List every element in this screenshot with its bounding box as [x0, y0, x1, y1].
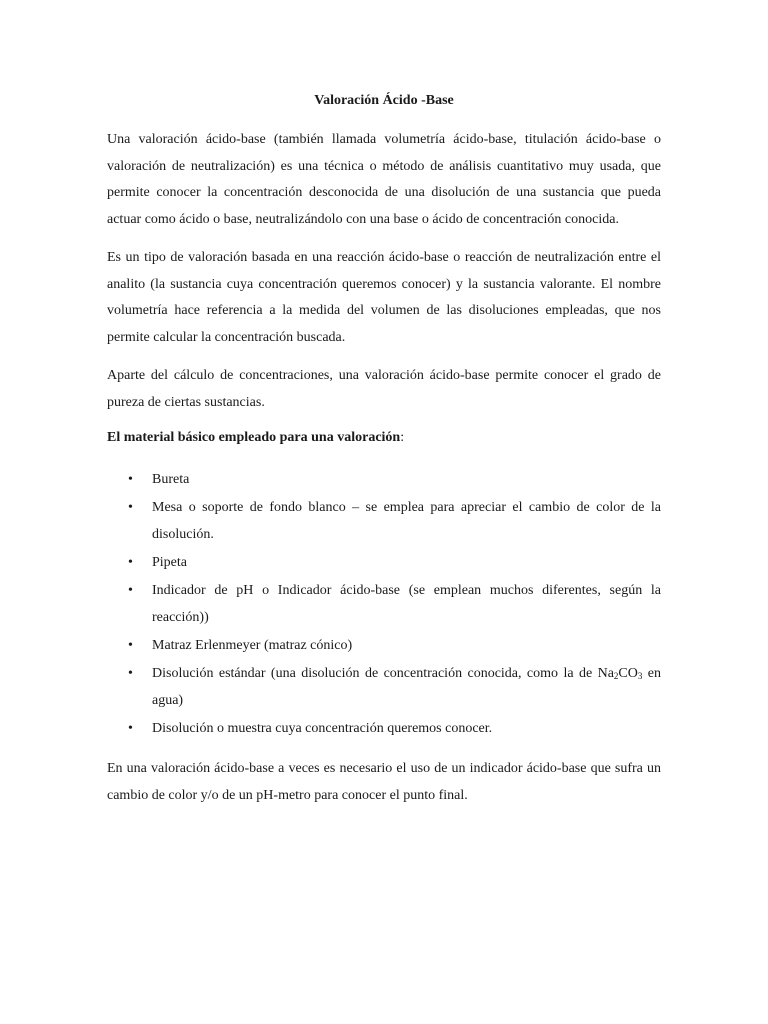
- list-item: [107, 466, 661, 493]
- formula-subscript-2: 2: [613, 671, 619, 681]
- material-list: [107, 466, 661, 742]
- list-item-text: Mesa o soporte de fondo blanco – se emplea para apreciar el cambio de color de la disolución.: [152, 500, 661, 542]
- list-item: [107, 494, 661, 548]
- material-heading-text: El material básico empleado para una valoración: [107, 430, 401, 445]
- formula-subscript-3: 3: [637, 671, 643, 681]
- list-item-text: Disolución o muestra cuya concentración queremos conocer.: [152, 721, 493, 736]
- list-item-text: [152, 666, 661, 708]
- list-item-text: Bureta: [152, 472, 190, 487]
- formula-text-after: en agua): [152, 666, 662, 708]
- list-item-text: Indicador de pH o Indicador ácido-base (se emplean muchos diferentes, según la reacción)): [152, 583, 661, 625]
- list-item: [107, 660, 661, 714]
- paragraph-definition: Una valoración ácido-base (también llamada volumetría ácido-base, titulación ácido-base o valoración de neutralización) es una técnica o método de análisis cuantitativo muy usada, que permite conocer la concentración desconocida de una disolución de una sustancia que pueda actuar como ácido o base, neutralizándolo con una base o ácido de concentración conocida.: [107, 132, 661, 227]
- formula-text-before: Disolución estándar (una disolución de concentración conocida, como la de Na: [152, 666, 614, 681]
- formula-text-mid: CO: [618, 666, 638, 681]
- list-item: [107, 632, 661, 659]
- paragraph-closing: En una valoración ácido-base a veces es necesario el uso de un indicador ácido-base que sufra un cambio de color y/o de un pH-metro para conocer el punto final.: [107, 761, 661, 803]
- list-item: [107, 577, 661, 631]
- bullet-icon: •: [128, 721, 133, 736]
- paragraph-type: Es un tipo de valoración basada en una reacción ácido-base o reacción de neutralización entre el analito (la sustancia cuya concentración queremos conocer) y la sustancia valorante. El nombre volumetría hace referencia a la medida del volumen de las disoluciones empleadas, que nos permite calcular la concentración buscada.: [107, 250, 661, 345]
- bullet-icon: •: [128, 555, 133, 570]
- list-item-text: Pipeta: [152, 555, 187, 570]
- list-item: [107, 549, 661, 576]
- document-title: Valoración Ácido -Base: [314, 93, 454, 108]
- material-heading-colon: :: [400, 430, 405, 445]
- bullet-icon: •: [128, 500, 133, 515]
- bullet-icon: •: [128, 638, 133, 653]
- bullet-icon: •: [128, 583, 133, 598]
- bullet-icon: •: [128, 472, 133, 487]
- bullet-icon: •: [128, 666, 133, 681]
- list-item-text: Matraz Erlenmeyer (matraz cónico): [152, 638, 353, 653]
- list-item: [107, 715, 661, 742]
- paragraph-purity: Aparte del cálculo de concentraciones, una valoración ácido-base permite conocer el grado de pureza de ciertas sustancias.: [107, 368, 661, 410]
- material-heading: [107, 428, 661, 448]
- document-body: [107, 91, 661, 821]
